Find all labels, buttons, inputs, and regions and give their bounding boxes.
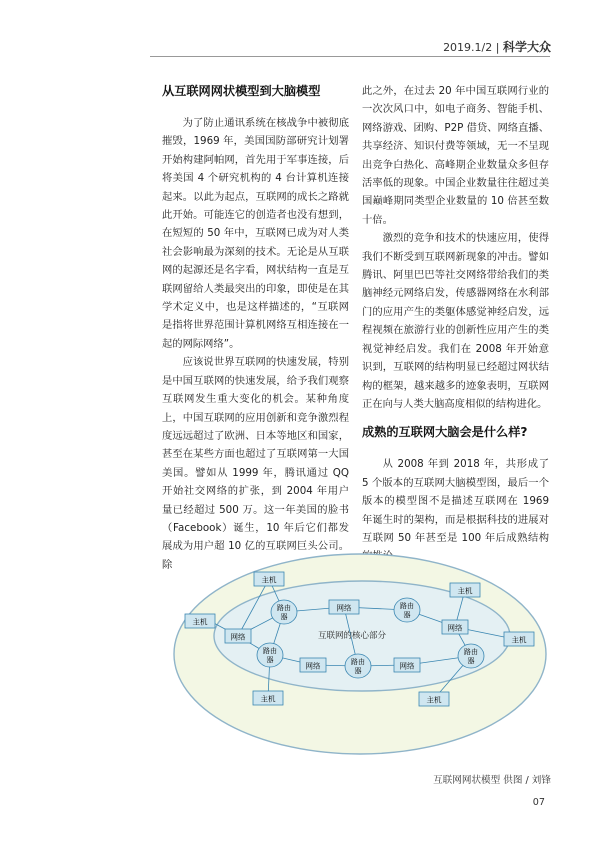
paragraph: 为了防止通讯系统在核战争中被彻底摧毁，1969 年，美国国防部研究计划署开始构建阿帕网，首先用于军事连接，后将美国 4 个研究机构的 4 台计算机连接起来。以此为起点，互联网的成长之路就此开始。可能连它的创造者也没有想到，在短短的 50 年中，互联网已成为对人类社会影响最为深刻的技术。无论是从互联网的起源还是名字看，网状结构一直是互联网留给人类最突出的印象，即使是在其学术定义中，也是这样描述的，“互联网是指将世界范围计算机网络互相连接在一起的网际网络”。 bbox=[162, 117, 349, 350]
router-node bbox=[257, 643, 283, 667]
svg-text:主机: 主机 bbox=[192, 617, 208, 627]
diagram-svg bbox=[172, 552, 549, 757]
paragraph-continuation: 此之外，在过去 20 年中国互联网行业的一次次风口中，如电子商务、智能手机、网络游戏、团购、P2P 借贷、网络直播、共享经济、知识付费等领域，无一不呈现出竞争白热化、高峰期企业数量众多但存活率低的现象。中国企业数量往往超过美国巅峰期同类型企业数量的 10 倍甚至数十倍。 bbox=[362, 85, 549, 226]
svg-text:主机: 主机 bbox=[260, 694, 276, 704]
svg-text:器: 器 bbox=[467, 657, 475, 665]
svg-text:器: 器 bbox=[266, 656, 274, 664]
svg-text:主机: 主机 bbox=[426, 695, 442, 705]
host-node bbox=[504, 632, 534, 646]
svg-text:路由: 路由 bbox=[277, 604, 291, 612]
figure-caption: 互联网网状模型 供图 / 刘锋 bbox=[433, 775, 551, 786]
host-node bbox=[419, 692, 449, 706]
right-column bbox=[362, 82, 549, 566]
section-heading-2: 成熟的互联网大脑会是什么样? bbox=[362, 425, 528, 440]
host-node bbox=[254, 572, 284, 586]
router-node bbox=[394, 598, 420, 622]
svg-text:路由: 路由 bbox=[351, 658, 365, 666]
svg-text:路由: 路由 bbox=[464, 648, 478, 656]
svg-text:网络: 网络 bbox=[336, 603, 352, 613]
svg-text:路由: 路由 bbox=[263, 647, 277, 655]
core-label: 互联网的核心部分 bbox=[317, 631, 387, 641]
router-node bbox=[345, 654, 371, 678]
svg-text:网络: 网络 bbox=[399, 661, 415, 671]
page-header bbox=[443, 38, 551, 55]
internet-mesh-diagram bbox=[172, 552, 549, 757]
svg-text:器: 器 bbox=[280, 613, 288, 621]
issue-date: 2019.1/2 bbox=[443, 41, 493, 54]
svg-text:网络: 网络 bbox=[305, 661, 321, 671]
svg-text:路由: 路由 bbox=[400, 602, 414, 610]
svg-text:网络: 网络 bbox=[230, 632, 246, 642]
router-node bbox=[271, 600, 297, 624]
paragraph: 从 2008 年到 2018 年，共形成了 5 个版本的互联网大脑模型图，最后一个版本的模型图不是描述互联网在 1969 年诞生时的架构，而是根据科技的进展对互联网 50 年甚至是 100 年后成熟结构 bbox=[362, 458, 549, 544]
svg-text:器: 器 bbox=[354, 667, 362, 675]
host-node bbox=[450, 583, 480, 597]
svg-text:主机: 主机 bbox=[511, 635, 527, 645]
header-separator: | bbox=[495, 41, 500, 54]
network-node bbox=[300, 658, 326, 672]
paragraph: 激烈的竞争和技术的快速应用，使得我们不断受到互联网新现象的冲击。譬如腾讯、阿里巴巴等社交网络带给我们的类脑神经元网络启发，传感器网络在水利部门的应用产生的类躯体感觉神经启发，远程视频在旅游行业的创新性应用产生的类视觉神经启发。我们在 2008 年开始意识到，互联网的结构明显已经超过网状结构的框架，越来越多的迹象表明，互联网正在向与人类大脑高度相似的结构进化。 bbox=[362, 232, 549, 410]
header-divider bbox=[150, 56, 550, 57]
network-node bbox=[442, 620, 468, 634]
host-node bbox=[185, 614, 215, 628]
page-number: 07 bbox=[532, 797, 545, 808]
magazine-brand: 科学大众 bbox=[502, 40, 551, 54]
host-node bbox=[253, 691, 283, 705]
svg-text:主机: 主机 bbox=[457, 586, 473, 596]
paragraph: 应该说世界互联网的快速发展，特别是中国互联网的快速发展，给予我们观察互联网发生重大变化的机会。某种角度上，中国互联网的应用创新和竞争激烈程度远远超过了欧洲、日本等地区和国家，甚至在某些方面也超过了互联网第一大国美国。譬如从 1999 年，腾讯通过 QQ 开始社交网络的扩张，到 2004 年用户量已经超过 500 万。这一年美国的脸书（Facebook）诞生，10 年后它们都发展成为用户超 10 亿的互联网巨头公司。除 bbox=[162, 356, 349, 571]
section-heading-1: 从互联网网状模型到大脑模型 bbox=[162, 84, 321, 98]
router-node bbox=[458, 644, 484, 668]
network-node bbox=[225, 629, 251, 643]
svg-text:主机: 主机 bbox=[261, 575, 277, 585]
left-column bbox=[162, 82, 349, 574]
svg-text:网络: 网络 bbox=[447, 623, 463, 633]
network-node bbox=[329, 600, 359, 614]
network-node bbox=[394, 658, 420, 672]
svg-text:器: 器 bbox=[403, 611, 411, 619]
